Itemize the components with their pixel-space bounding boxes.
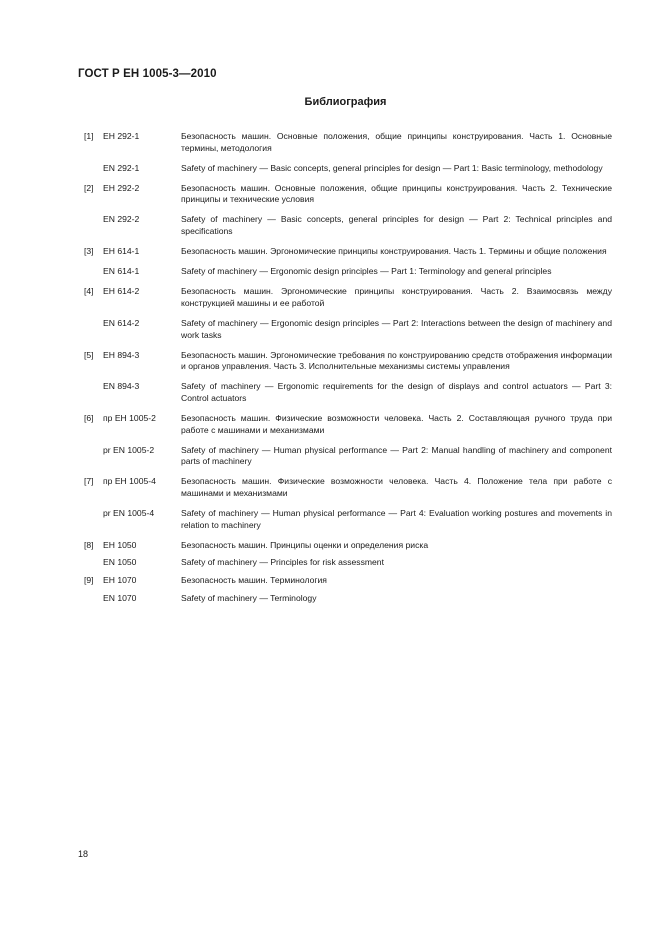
entry-title: Safety of machinery — Principles for risk assessment xyxy=(181,557,384,568)
bibliography-entry xyxy=(84,476,612,499)
document-header: ГОСТ Р ЕН 1005-3—2010 xyxy=(78,68,217,80)
entry-title: Safety of machinery — Ergonomic design principles — Part 2: Interactions between the design of machinery and work tasks xyxy=(181,318,612,340)
entry-title: Безопасность машин. Физические возможности человека. Часть 2. Составляющая ручного труда при работе с машинами и механизмами xyxy=(181,413,612,435)
entry-code: EN 614-1 xyxy=(103,266,140,277)
bibliography-entry xyxy=(84,575,612,587)
entry-number xyxy=(84,593,103,605)
entry-title: Безопасность машин. Принципы оценки и определения риска xyxy=(181,539,429,550)
entry-code: EN 614-2 xyxy=(103,318,140,329)
entry-code: ЕН 292-1 xyxy=(103,131,140,141)
bibliography-entry xyxy=(84,413,612,436)
entry-code: ЕН 1050 xyxy=(103,539,137,550)
entry-title: Safety of machinery — Basic concepts, general principles for design — Part 1: Basic terminology, methodology xyxy=(181,162,603,173)
entry-title: Безопасность машин. Основные положения, общие принципы конструирования. Часть 1. Основные термины, методология xyxy=(181,131,612,153)
entry-number xyxy=(84,214,103,237)
entry-code: EN 292-1 xyxy=(103,162,140,173)
entry-title: Безопасность машин. Эргономические принципы конструирования. Часть 1. Термины и общие положения xyxy=(181,246,607,257)
entry-number: [4] xyxy=(84,286,94,297)
entry-number: [7] xyxy=(84,476,94,487)
bibliography-entry xyxy=(84,266,612,278)
entry-code: пр ЕН 1005-4 xyxy=(103,476,156,487)
entry-code: ЕН 292-2 xyxy=(103,182,140,193)
entry-number xyxy=(84,266,103,278)
bibliography-entry xyxy=(84,286,612,309)
section-title: Библиография xyxy=(304,96,387,108)
bibliography-entry xyxy=(84,214,612,237)
entry-code: EN 1050 xyxy=(103,557,137,568)
entry-code: pr EN 1005-2 xyxy=(103,444,155,455)
entry-number xyxy=(84,557,103,569)
entry-number: [2] xyxy=(84,182,94,193)
page-number: 18 xyxy=(78,849,89,859)
entry-title: Safety of machinery — Human physical performance — Part 4: Evaluation working postures and movements in relation to machinery xyxy=(181,508,612,530)
entry-number xyxy=(84,381,103,404)
entry-code: ЕН 1070 xyxy=(103,575,137,586)
bibliography-entry xyxy=(84,350,612,373)
entry-number xyxy=(84,445,103,468)
bibliography-list xyxy=(84,131,612,610)
entry-title: Безопасность машин. Основные положения, общие принципы конструирования. Часть 2. Технические принципы и технические условия xyxy=(181,182,612,205)
entry-title: Безопасность машин. Физические возможности человека. Часть 4. Положение тела при работе с машинами и механизмами xyxy=(181,476,612,499)
entry-title: Safety of machinery — Terminology xyxy=(181,592,317,603)
entry-number: [5] xyxy=(84,349,94,360)
bibliography-entry xyxy=(84,557,612,569)
entry-code: ЕН 894-3 xyxy=(103,349,140,360)
entry-title: Безопасность машин. Эргономические требования по конструированию средств отображения информации и органов управления. Часть 3. Исполнительные механизмы системы управления xyxy=(181,349,612,372)
entry-code: EN 292-2 xyxy=(103,214,140,225)
bibliography-entry xyxy=(84,381,612,404)
bibliography-entry xyxy=(84,246,612,258)
entry-title: Безопасность машин. Эргономические принципы конструирования. Часть 2. Взаимосвязь между конструкцией машины и ее работой xyxy=(181,286,612,308)
bibliography-entry xyxy=(84,508,612,531)
entry-number: [8] xyxy=(84,539,94,550)
entry-code: pr EN 1005-4 xyxy=(103,508,155,519)
bibliography-entry xyxy=(84,318,612,341)
entry-title: Безопасность машин. Терминология xyxy=(181,575,327,586)
entry-number: [3] xyxy=(84,246,94,257)
entry-title: Safety of machinery — Basic concepts, general principles for design — Part 2: Technical principles and specifications xyxy=(181,214,612,237)
entry-number xyxy=(84,163,103,175)
bibliography-entry xyxy=(84,163,612,175)
entry-code: ЕН 614-1 xyxy=(103,246,140,257)
entry-number: [6] xyxy=(84,413,94,424)
bibliography-entry xyxy=(84,445,612,468)
entry-title: Safety of machinery — Ergonomic requirements for the design of displays and control actuators — Part 3: Control actuators xyxy=(181,381,612,403)
entry-number xyxy=(84,318,103,341)
bibliography-entry xyxy=(84,183,612,206)
entry-code: ЕН 614-2 xyxy=(103,286,140,297)
bibliography-entry xyxy=(84,593,612,605)
entry-number: [9] xyxy=(84,575,94,586)
bibliography-entry xyxy=(84,131,612,154)
entry-title: Safety of machinery — Human physical performance — Part 2: Manual handling of machinery and component parts of machinery xyxy=(181,444,612,467)
entry-code: EN 894-3 xyxy=(103,381,140,392)
entry-number: [1] xyxy=(84,131,94,141)
entry-code: пр ЕН 1005-2 xyxy=(103,413,156,424)
bibliography-entry xyxy=(84,540,612,552)
entry-code: EN 1070 xyxy=(103,592,137,603)
entry-number xyxy=(84,508,103,531)
entry-title: Safety of machinery — Ergonomic design principles — Part 1: Terminology and general principles xyxy=(181,266,552,277)
